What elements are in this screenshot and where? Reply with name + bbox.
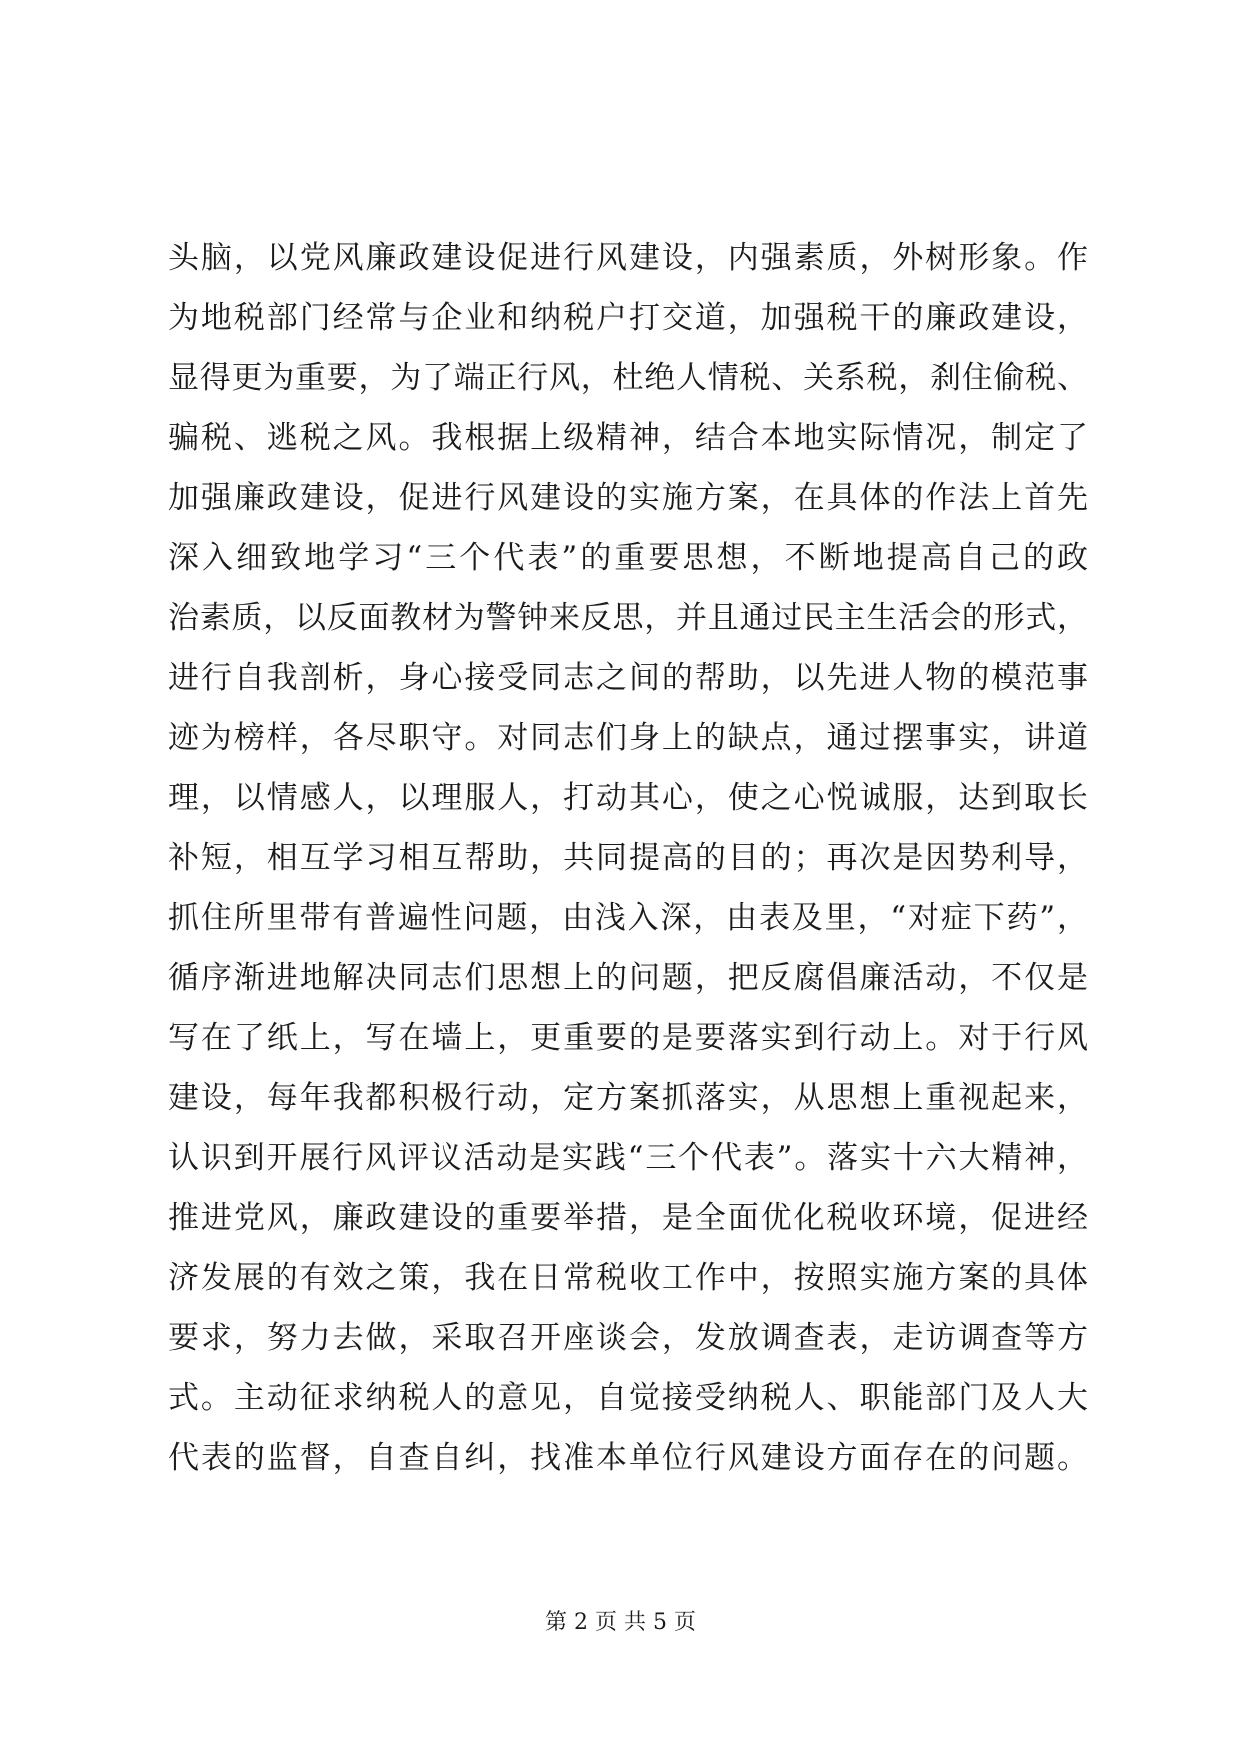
text-line: 济发展的有效之策，我在日常税收工作中，按照实施方案的具体: [168, 1260, 1088, 1296]
text-line: 写在了纸上，写在墙上，更重要的是要落实到行动上。对于行风: [168, 1020, 1088, 1056]
text-line: 循序渐进地解决同志们思想上的问题，把反腐倡廉活动，不仅是: [168, 960, 1088, 996]
text-line: 深入细致地学习“三个代表”的重要思想，不断地提高自己的政: [168, 540, 1088, 576]
body-text: [168, 228, 1088, 1488]
text-line: 治素质，以反面教材为警钟来反思，并且通过民主生活会的形式，: [168, 600, 1088, 636]
text-line: 为地税部门经常与企业和纳税户打交道，加强税干的廉政建设，: [168, 300, 1088, 336]
text-line: 迹为榜样，各尽职守。对同志们身上的缺点，通过摆事实，讲道: [168, 720, 1088, 756]
text-line: 式。主动征求纳税人的意见，自觉接受纳税人、职能部门及人大: [168, 1380, 1088, 1416]
text-line: 骗税、逃税之风。我根据上级精神，结合本地实际情况，制定了: [168, 420, 1088, 456]
text-line: 加强廉政建设，促进行风建设的实施方案，在具体的作法上首先: [168, 480, 1088, 516]
page-footer: 第 2 页 共 5 页: [545, 1610, 696, 1635]
text-line: 推进党风，廉政建设的重要举措，是全面优化税收环境，促进经: [168, 1200, 1088, 1236]
text-line: 认识到开展行风评议活动是实践“三个代表”。落实十六大精神，: [168, 1140, 1088, 1176]
text-line: 代表的监督，自查自纠，找准本单位行风建设方面存在的问题。: [168, 1440, 1088, 1476]
text-line: 理，以情感人，以理服人，打动其心，使之心悦诚服，达到取长: [168, 780, 1088, 816]
text-line: 补短，相互学习相互帮助，共同提高的目的；再次是因势利导，: [168, 840, 1088, 876]
text-line: 显得更为重要，为了端正行风，杜绝人情税、关系税，刹住偷税、: [168, 360, 1088, 396]
text-line: 抓住所里带有普遍性问题，由浅入深，由表及里，“对症下药”，: [168, 900, 1088, 936]
text-line: 头脑，以党风廉政建设促进行风建设，内强素质，外树形象。作: [168, 240, 1088, 276]
text-line: 进行自我剖析，身心接受同志之间的帮助，以先进人物的模范事: [168, 660, 1088, 696]
text-line: 要求，努力去做，采取召开座谈会，发放调查表，走访调查等方: [168, 1320, 1088, 1356]
text-line: 建设，每年我都积极行动，定方案抓落实，从思想上重视起来，: [168, 1080, 1088, 1116]
